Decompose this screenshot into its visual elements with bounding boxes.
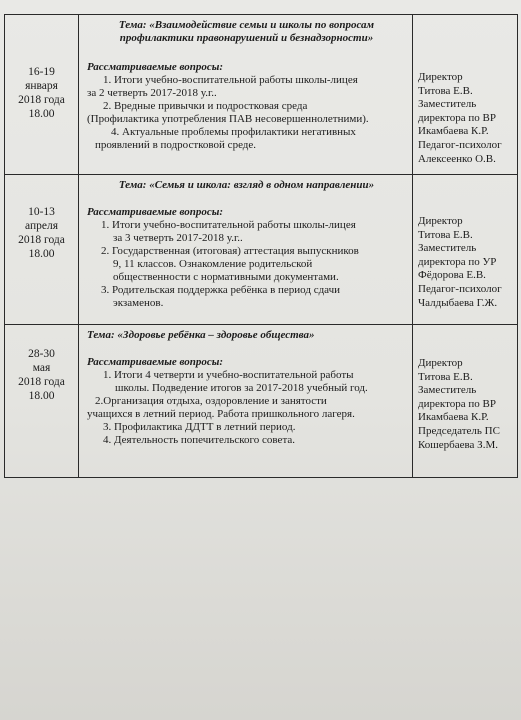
meeting-theme: Тема: «Здоровье ребёнка – здоровье общества» [87, 329, 315, 341]
question-item-cont: учащихся в летний период. Работа пришкольного лагеря. [87, 408, 355, 420]
table-row [5, 15, 517, 175]
question-item-cont: за 3 четверть 2017-2018 у.г.. [113, 232, 243, 244]
date-year: 2018 года [18, 94, 65, 106]
question-item: 2. Государственная (итоговая) аттестация выпускников [101, 245, 359, 257]
question-item: 3. Родительская поддержка ребёнка в период сдачи [101, 284, 341, 296]
responsible-cell: Директор Титова Е.В. Заместитель директора по УР Фёдорова Е.В. Педагог-психолог Чалдыбаева Г.Ж. [418, 215, 502, 309]
question-item: 1. Итоги 4 четверти и учебно-воспитательной работы [103, 369, 354, 381]
topic-cell [79, 15, 413, 174]
date-days: 16-19 [28, 66, 55, 78]
date-cell [5, 15, 79, 174]
responsible-cell: Директор Титова Е.В. Заместитель директора по ВР Икамбаева К.Р. Педагог-психолог Алексеенко О.В. [418, 71, 502, 165]
question-item-cont: школы. Подведение итогов за 2017-2018 учебный год. [115, 382, 368, 394]
table-row [5, 325, 517, 477]
schedule-table [4, 14, 518, 478]
question-item: 3. Профилактика ДДТТ в летний период. [103, 421, 296, 433]
meeting-theme: Тема: «Взаимодействие семьи и школы по вопросам профилактики правонарушений и безнадзорности» [118, 19, 375, 44]
date-cell: 28-30 мая 2018 года 18.00 [5, 325, 79, 477]
question-item-cont: 9, 11 классов. Ознакомление родительской общественности с нормативными документами. [113, 258, 339, 283]
topic-cell [79, 325, 413, 477]
question-item: 4. Актуальные проблемы профилактики негативных [111, 126, 356, 138]
question-item: 1. Итоги учебно-воспитательной работы школы-лицея [101, 219, 356, 231]
question-item-cont: (Профилактика употребления ПАВ несовершеннолетними). [87, 113, 369, 125]
question-item-cont: экзаменов. [113, 297, 164, 309]
question-item: 2. Вредные привычки и подростковая среда [103, 100, 308, 112]
meeting-theme: Тема: «Семья и школа: взгляд в одном направлении» [118, 179, 375, 191]
questions-heading: Рассматриваемые вопросы: [87, 356, 224, 368]
questions-heading: Рассматриваемые вопросы: [87, 61, 224, 73]
responsible-cell: Директор Титова Е.В. Заместитель директора по ВР Икамбаева К.Р. Председатель ПС Кошербаева З.М. [418, 357, 500, 451]
topic-cell [79, 175, 413, 324]
date-time: 18.00 [28, 108, 55, 120]
question-item-cont: проявлений в подростковой среде. [95, 139, 257, 151]
question-item: 2.Организация отдыха, оздоровление и занятости [95, 395, 327, 407]
date-month: января [25, 80, 58, 92]
question-item: 1. Итоги учебно-воспитательной работы школы-лицея [103, 74, 358, 86]
questions-heading: Рассматриваемые вопросы: [87, 206, 224, 218]
question-item: 4. Деятельность попечительского совета. [103, 434, 296, 446]
question-item-cont: за 2 четверть 2017-2018 у.г.. [87, 87, 217, 99]
table-row [5, 175, 517, 325]
date-cell: 10-13 апреля 2018 года 18.00 [5, 175, 79, 324]
